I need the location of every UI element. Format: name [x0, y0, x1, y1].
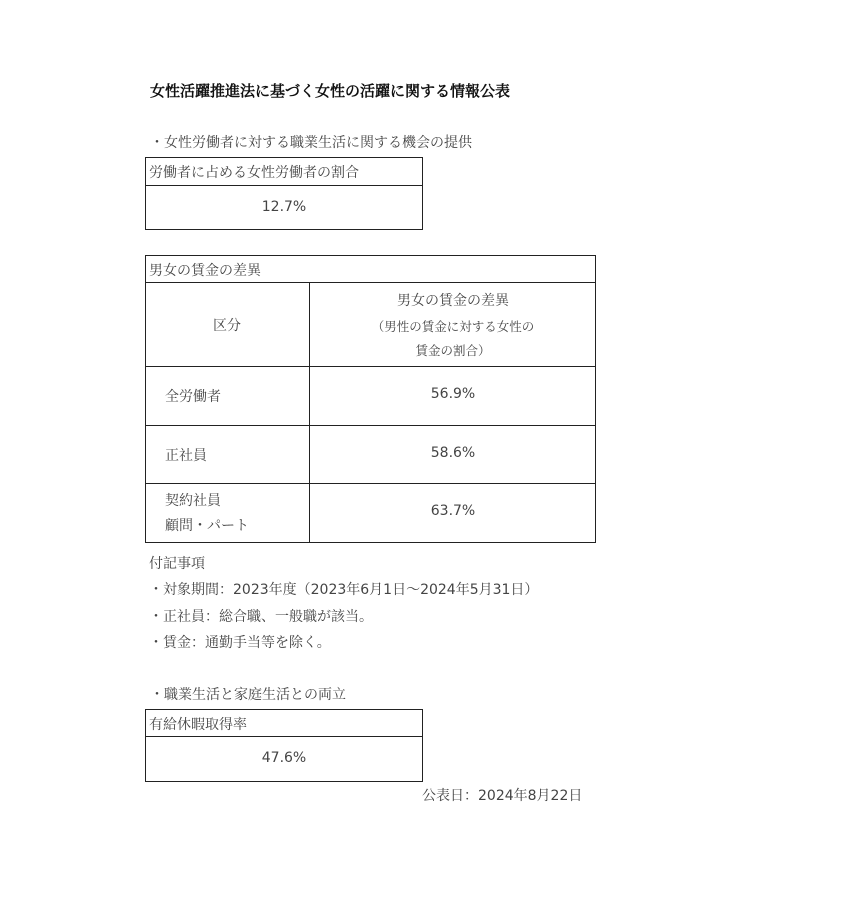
wage-gap-header: 男女の賃金の差異	[397, 293, 509, 309]
page-title: 女性活躍推進法に基づく女性の活躍に関する情報公表	[150, 82, 511, 100]
table-divider	[145, 282, 596, 283]
table-divider	[145, 425, 596, 426]
table-divider	[145, 185, 423, 186]
female-ratio-value: 12.7%	[261, 199, 307, 215]
section1-heading: ・女性労働者に対する職業生活に関する機会の提供	[150, 135, 472, 151]
table-row-value: 63.7%	[430, 503, 476, 519]
table-divider	[145, 736, 423, 737]
table-row-category: 正社員	[165, 448, 207, 464]
notes-heading: 付記事項	[149, 556, 205, 572]
table-row-category: 顧問・パート	[165, 518, 249, 534]
table-row-category: 契約社員	[165, 493, 221, 509]
wage-gap-label: 男女の賃金の差異	[149, 263, 261, 279]
table-row-value: 58.6%	[430, 445, 476, 461]
section2-heading: ・職業生活と家庭生活との両立	[150, 687, 346, 703]
notes-item: ・賃金：通勤手当等を除く。	[149, 635, 331, 651]
notes-item: ・対象期間：2023年度（2023年6月1日～2024年5月31日）	[149, 582, 539, 598]
paid-leave-label: 有給休暇取得率	[149, 717, 247, 733]
wage-gap-header-note: （男性の賃金に対する女性の	[371, 319, 535, 334]
table-row-value: 56.9%	[430, 386, 476, 402]
wage-gap-header-note: 賃金の割合）	[415, 343, 491, 358]
table-divider	[145, 366, 596, 367]
notes-item: ・正社員：総合職、一般職が該当。	[149, 609, 373, 625]
category-header: 区分	[213, 318, 241, 334]
female-ratio-label: 労働者に占める女性労働者の割合	[149, 165, 359, 181]
paid-leave-value: 47.6%	[261, 750, 307, 766]
published-date: 公表日：2024年8月22日	[422, 788, 583, 804]
table-divider	[145, 483, 596, 484]
table-row-category: 全労働者	[165, 389, 221, 405]
